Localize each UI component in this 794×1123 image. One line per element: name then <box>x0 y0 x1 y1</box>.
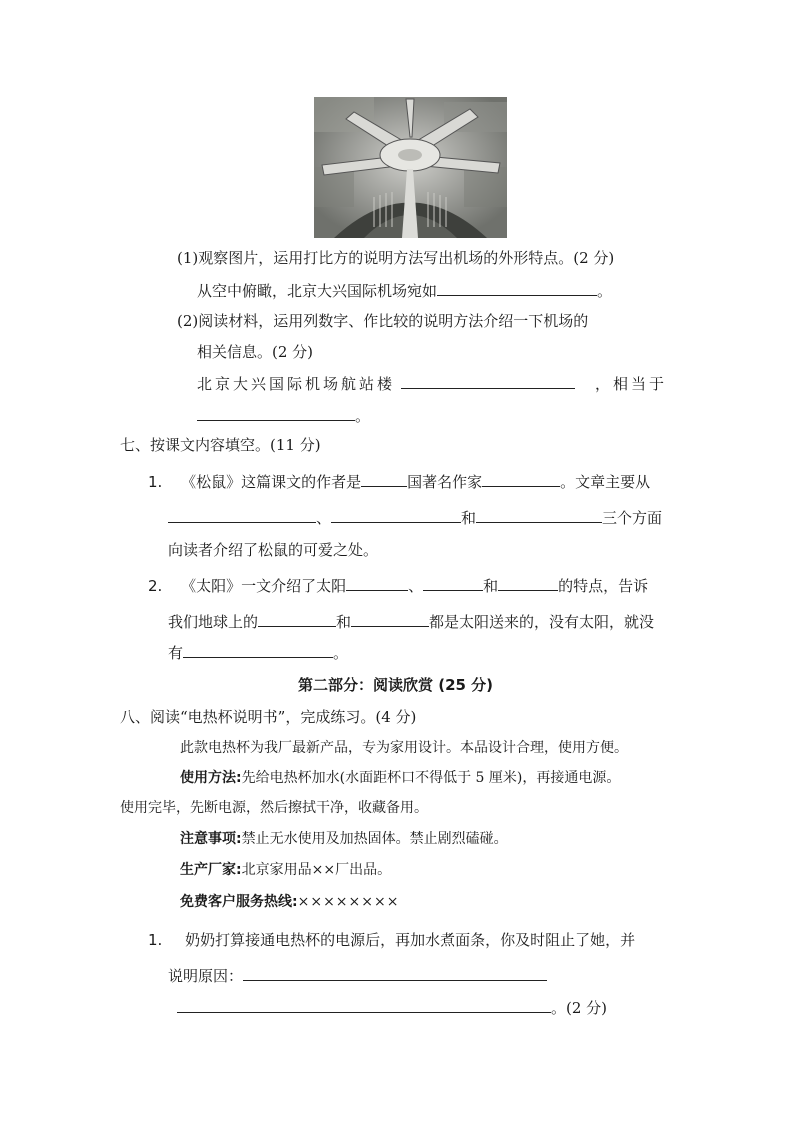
q7-item2-part1: 《太阳》一文介绍了太阳 <box>181 577 347 595</box>
q7-item1-line1 <box>148 472 650 492</box>
q7-item2-blank-gift2[interactable] <box>351 612 429 627</box>
q6-sub2-fill-line2 <box>197 406 370 426</box>
q7-item1-num: 1. <box>148 473 163 491</box>
q7-heading: 七、按课文内容填空。(11 分) <box>120 436 321 454</box>
q7-item2-blank-conclusion[interactable] <box>183 643 333 658</box>
q6-sub2-answer-blank-2[interactable] <box>197 406 355 421</box>
q7-item1-blank-author[interactable] <box>482 472 560 487</box>
part2-title: 第二部分：阅读欣赏 (25 分) <box>298 676 494 694</box>
q7-item2-line3 <box>168 643 348 663</box>
q7-item1-sep2: 和 <box>461 509 477 527</box>
q6-sub1-answer-blank[interactable] <box>437 281 597 296</box>
q8-maker <box>180 860 391 880</box>
q7-item1-blank-aspect2[interactable] <box>331 508 461 523</box>
q8-item1-answer-blank-2[interactable] <box>177 998 551 1013</box>
q8-item1-line2 <box>168 966 547 986</box>
q7-item1-blank-aspect3[interactable] <box>476 508 602 523</box>
q8-item1-line3 <box>177 998 607 1018</box>
q8-maker-text: 北京家用品××厂出品。 <box>241 862 392 878</box>
airport-aerial-photo <box>314 97 507 238</box>
q7-item1-blank-country[interactable] <box>361 472 407 487</box>
q8-item1-line1 <box>148 930 635 950</box>
q6-sub2-prompt-line1: (2)阅读材料，运用列数字、作比较的说明方法介绍一下机场的 <box>177 312 589 330</box>
q8-usage-line2: 使用完毕，先断电源，然后擦拭干净，收藏备用。 <box>120 800 428 816</box>
q7-item2-line1 <box>148 576 648 596</box>
q6-sub2-prompt-line2: 相关信息。(2 分) <box>197 343 314 361</box>
q6-sub2-fill-after: 。 <box>355 407 371 425</box>
q8-intro: 此款电热杯为我厂最新产品，专为家用设计。本品设计合理，使用方便。 <box>180 740 628 756</box>
q7-item2-line3-a: 有 <box>168 644 184 662</box>
q6-sub1-prompt: (1)观察图片，运用打比方的说明方法写出机场的外形特点。(2 分) <box>177 249 615 267</box>
q8-heading: 八、阅读“电热杯说明书”，完成练习。(4 分) <box>120 708 417 726</box>
q8-usage-text: 先给电热杯加水(水面距杯口不得低于 5 厘米)，再接通电源。 <box>241 770 621 786</box>
q7-item2-line3-b: 。 <box>333 644 349 662</box>
q6-sub2-fill-line <box>197 374 667 394</box>
q8-item1-num: 1. <box>148 931 163 949</box>
q6-sub1-fill-before: 从空中俯瞰，北京大兴国际机场宛如 <box>197 282 438 300</box>
q6-sub2-answer-blank-1[interactable] <box>401 374 575 389</box>
q8-notice <box>180 829 508 849</box>
q8-item1-text: 奶奶打算接通电热杯的电源后，再加水煮面条，你及时阻止了她，并 <box>185 931 636 949</box>
q8-hotline-text: ×××××××× <box>297 894 400 910</box>
q7-item2-num: 2. <box>148 577 163 595</box>
q6-sub2-fill-before: 北京大兴国际机场航站楼 <box>197 375 396 393</box>
q7-item2-line2-c: 都是太阳送来的，没有太阳，就没 <box>429 613 655 631</box>
q7-item1-part4: 三个方面 <box>602 509 663 527</box>
q6-sub2-fill-mid: ，相当于 <box>595 375 668 393</box>
q8-maker-label: 生产厂家: <box>180 862 242 878</box>
q7-item1-part3: 。文章主要从 <box>560 473 651 491</box>
q8-notice-text: 禁止无水使用及加热固体。禁止剧烈磕碰。 <box>241 831 508 847</box>
q8-item1-score: 。(2 分) <box>551 999 608 1017</box>
q8-hotline-label: 免费客户服务热线: <box>180 894 298 910</box>
q7-item1-part1: 《松鼠》这篇课文的作者是 <box>181 473 362 491</box>
q8-item1-answer-blank-1[interactable] <box>243 966 547 981</box>
q7-item1-part2: 国著名作家 <box>407 473 483 491</box>
q7-item2-blank-feature2[interactable] <box>423 576 483 591</box>
q7-item1-blank-aspect1[interactable] <box>168 508 316 523</box>
q7-item1-line2 <box>168 508 662 528</box>
q7-item1-line3: 向读者介绍了松鼠的可爱之处。 <box>168 541 379 559</box>
q7-item2-line2 <box>168 612 654 632</box>
q7-item1-sep1: 、 <box>316 509 332 527</box>
q8-hotline <box>180 892 399 912</box>
q8-item1-line2-label: 说明原因： <box>168 967 244 985</box>
q7-item2-line2-b: 和 <box>336 613 352 631</box>
q6-sub1-fill-after: 。 <box>597 282 613 300</box>
q7-item2-line2-a: 我们地球上的 <box>168 613 259 631</box>
q7-item2-sep1: 、 <box>408 577 424 595</box>
q7-item2-blank-feature1[interactable] <box>346 576 408 591</box>
q7-item2-part2: 的特点，告诉 <box>558 577 649 595</box>
q7-item2-blank-feature3[interactable] <box>498 576 558 591</box>
q8-usage-line1 <box>180 768 620 788</box>
q6-sub1-fill-line <box>197 281 612 301</box>
q7-item2-blank-gift1[interactable] <box>258 612 336 627</box>
q8-usage-label: 使用方法: <box>180 770 242 786</box>
q8-notice-label: 注意事项: <box>180 831 242 847</box>
q7-item2-sep2: 和 <box>483 577 499 595</box>
